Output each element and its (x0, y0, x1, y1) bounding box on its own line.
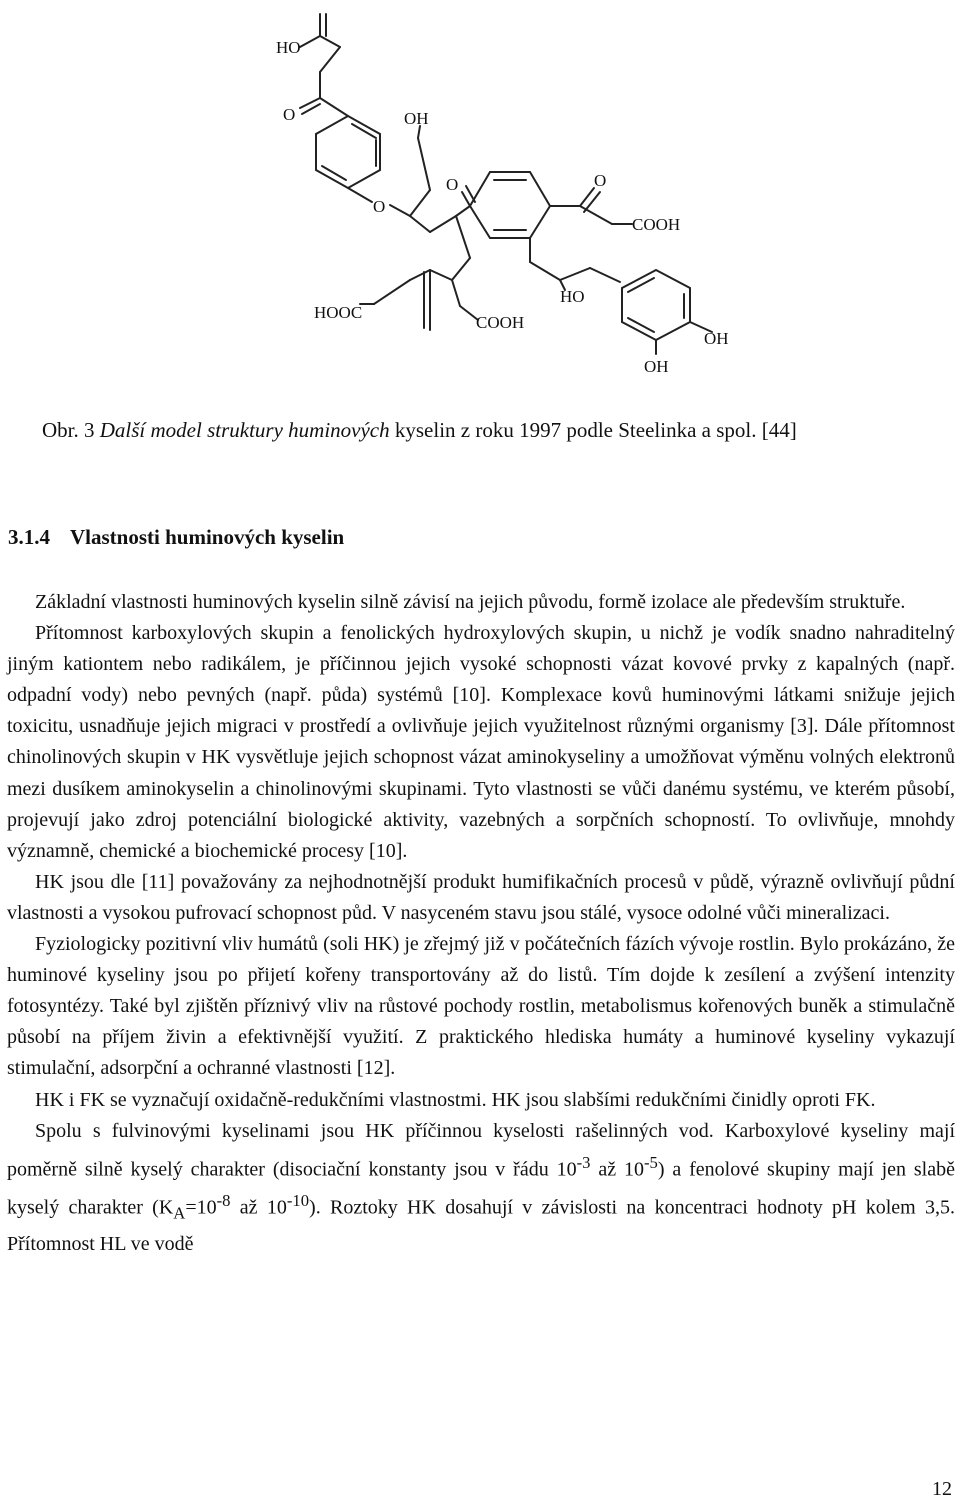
p6-sub-a: A (173, 1204, 186, 1224)
p6-text-b: až 10 (590, 1158, 644, 1181)
section-number: 3.1.4 (8, 525, 50, 549)
body-text (7, 587, 955, 1260)
ho-bottom-label: HO (560, 287, 585, 306)
ho-label: HO (276, 38, 301, 57)
oh-bottom-label: OH (644, 357, 669, 376)
paragraph-5: HK i FK se vyznačují oxidačně-redukčními vlastnostmi. HK jsou slabšími redukčními činidly oproti FK. (35, 1088, 876, 1111)
paragraph-4: Fyziologicky pozitivní vliv humátů (soli HK) je zřejmý již v počátečních fázích vývoje rostlin. Bylo prokázáno, že huminové kyseliny jsou po přijetí kořeny transportovány až do listů. Tím dojde k zesílení a zvýšení intenzity fotosyntézy. Také byl zjištěn příznivý vliv na růstové pochody rostlin, metabolismus kořenových buněk a stimulačně působí na příjem živin a efektivnější využití. Z praktického hlediska humáty a huminové kyseliny vykazují stimulační, adsorpční a ochranné vlastnosti [12]. (7, 933, 955, 1080)
p6-text-f: ). Roztoky HK dosahují v závislosti na koncentraci hodnoty pH kolem 3,5. Přítomnost HL ve vodě (7, 1197, 955, 1256)
caption-prefix: Obr. 3 (42, 418, 100, 442)
o-label: O (283, 105, 296, 124)
section-title: Vlastnosti huminových kyselin (70, 525, 345, 549)
cooh-bottom-label: COOH (476, 313, 525, 332)
p6-sup-4: -10 (286, 1191, 310, 1211)
cooh-right-label: COOH (632, 215, 681, 234)
p6-sup-3: -8 (216, 1191, 231, 1211)
o-aldehyde-label: O (594, 171, 607, 190)
o-ring-label: O (373, 197, 386, 216)
page-number: 12 (932, 1478, 952, 1500)
humic-acid-structure-figure (270, 0, 740, 390)
p6-text-d: =10 (185, 1197, 217, 1220)
p6-sup-2: -5 (643, 1152, 658, 1172)
oh-label: OH (404, 109, 429, 128)
paragraph-1: Základní vlastnosti huminových kyselin silně závisí na jejich původu, formě izolace ale především struktuře. (35, 591, 906, 613)
o-keto-label: O (446, 175, 459, 194)
caption-suffix: kyselin z roku 1997 podle Steelinka a spol. [44] (389, 418, 797, 442)
p6-sup-1: -3 (576, 1152, 591, 1172)
paragraph-2: Přítomnost karboxylových skupin a fenolických hydroxylových skupin, u nichž je vodík snadno nahraditelný jiným kationtem nebo radikálem, je příčinnou jejich vysoké schopnosti vázat kovové prvky z kapalných (např. odpadní vody) nebo pevných (např. půda) systémů [10]. Komplexace kovů huminovými látkami snižuje jejich toxicitu, usnadňuje jejich migraci v prostředí a ovlivňuje jejich využitelnost různými organismy [3]. Dále přítomnost chinolinových skupin v HK vysvětluje jejich schopnost vázat aminokyseliny a umožňovat výměnu volných elektronů mezi dusíkem aminokyselin a chinolinovými skupinami. Tyto vlastnosti se vůči danému systému, ve kterém působí, projevují jako zdroj potenciální biologické aktivity, vazebných a sorpčních schopností. To ovlivňuje, mnohdy významně, chemické a biochemické procesy [10]. (7, 622, 955, 862)
caption-italic: Další model struktury huminových (99, 418, 390, 442)
figure-caption (42, 418, 797, 443)
p6-text-e: až 10 (230, 1197, 287, 1220)
oh-right-label: OH (704, 329, 729, 348)
p6-text-a: Spolu s fulvinovými kyselinami jsou HK příčinnou kyselosti rašelinných vod. Karboxylové kyseliny mají poměrně silně kyselý charakter (disociační konstanty jsou v řádu 10 (7, 1119, 955, 1181)
paragraph-3: HK jsou dle [11] považovány za nejhodnotnější produkt humifikačních procesů v půdě, výrazně ovlivňují půdní vlastnosti a vysokou pufrovací schopnost půd. V nasyceném stavu jsou stálé, vysoce odolné vůči mineralizaci. (7, 870, 955, 924)
hooc-label: HOOC (314, 303, 363, 322)
paragraph-6 (7, 1116, 955, 1261)
section-heading (8, 525, 344, 550)
p6-text-c: ) a fenolové skupiny mají jen slabě kyselý charakter (K (7, 1158, 955, 1220)
